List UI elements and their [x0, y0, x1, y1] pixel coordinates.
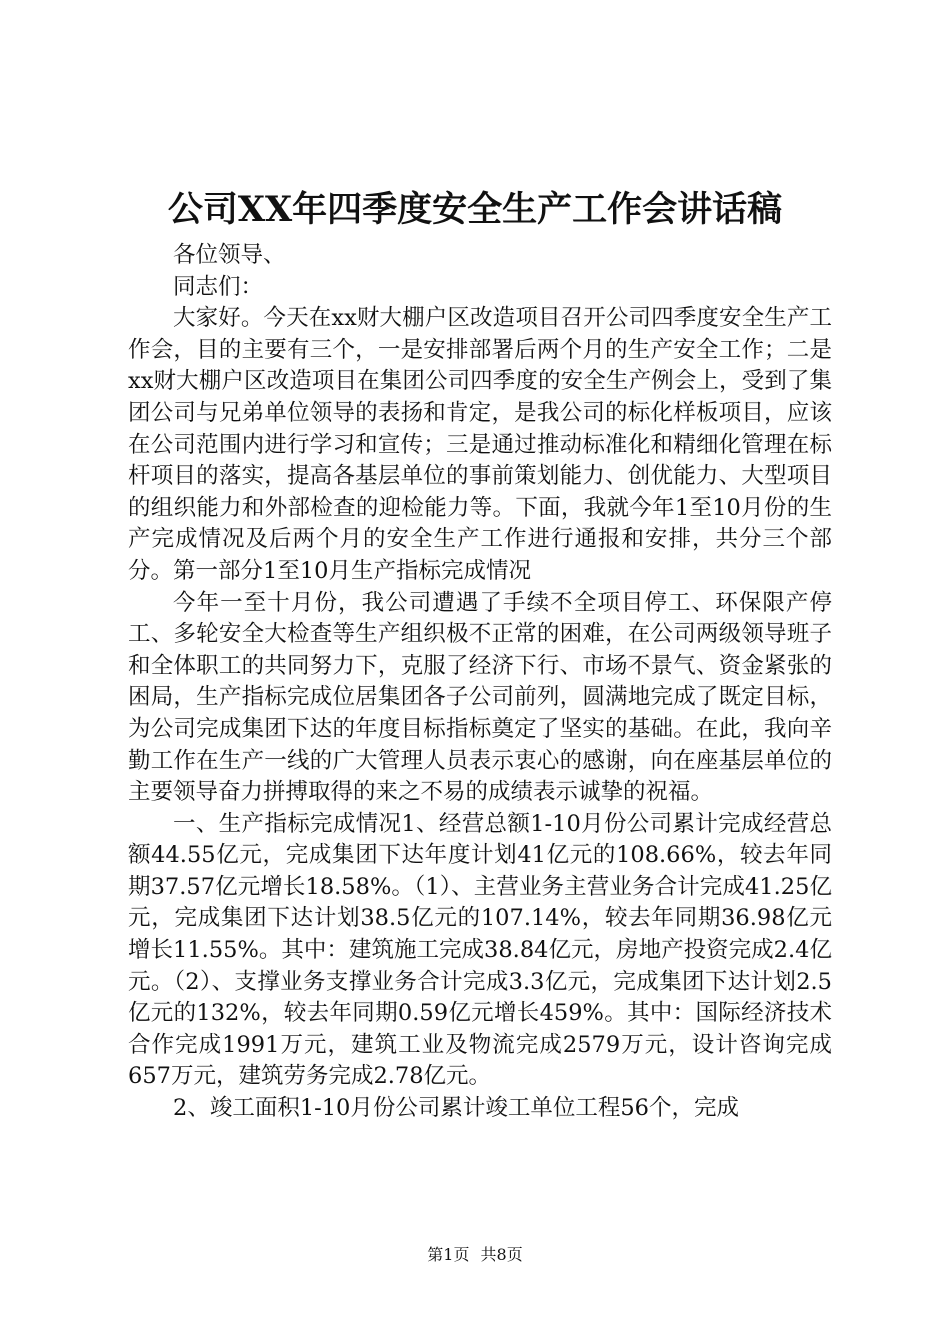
document-title: 公司XX年四季度安全生产工作会讲话稿 — [167, 189, 783, 230]
body-paragraph: 大家好。今天在xx财大棚户区改造项目召开公司四季度安全生产工作会，目的主要有三个，一是安排部署后两个月的生产安全工作；二是xx财大棚户区改造项目在集团公司四季度的安全生产例会上，受到了集团公司与兄弟单位领导的表扬和肯定，是我公司的标化样板项目，应该在公司范围内进行学习和宣传；三是通过推动标准化和精细化管理在标杆项目的落实，提高各基层单位的事前策划能力、创优能力、大型项目的组织能力和外部检查的迎检能力等。下面，我就今年1至10月份的生产完成情况及后两个月的安全生产工作进行通报和安排，共分三个部分。第一部分1至10月生产指标完成情况 — [128, 305, 832, 584]
salutation-line: 各位领导、 — [173, 242, 286, 268]
salutation-line: 同志们： — [173, 273, 264, 300]
page-footer — [0, 1245, 950, 1265]
document-body — [128, 240, 832, 1125]
body-paragraph: 2、竣工面积1-10月份公司累计竣工单位工程56个，完成 — [173, 1095, 739, 1122]
body-paragraph: 一、生产指标完成情况1、经营总额1-10月份公司累计完成经营总额44.55亿元，完成集团下达年度计划41亿元的108.66%，较去年同期37.57亿元增长18.58%。（1）、主营业务主营业务合计完成41.25亿元，完成集团下达计划38.5亿元的107.14%，较去年同期36.98亿元增长11.55%。其中：建筑施工完成38.84亿元，房地产投资完成2.4亿元。（2）、支撑业务支撑业务合计完成3.3亿元，完成集团下达计划2.5亿元的132%，较去年同期0.59亿元增长459%。其中：国际经济技术合作完成1991万元，建筑工业及物流完成2579万元，设计咨询完成657万元，建筑劳务完成2.78亿元。 — [128, 810, 832, 1090]
body-paragraph: 今年一至十月份，我公司遭遇了手续不全项目停工、环保限产停工、多轮安全大检查等生产组织极不正常的困难，在公司两级领导班子和全体职工的共同努力下，克服了经济下行、市场不景气、资金紧张的困局，生产指标完成位居集团各子公司前列，圆满地完成了既定目标，为公司完成集团下达的年度目标指标奠定了坚实的基础。在此，我向辛勤工作在生产一线的广大管理人员表示衷心的感谢，向在座基层单位的主要领导奋力拼搏取得的来之不易的成绩表示诚挚的祝福。 — [128, 589, 832, 806]
page-number: 第1页 — [427, 1245, 470, 1264]
page-total: 共8页 — [480, 1245, 523, 1264]
